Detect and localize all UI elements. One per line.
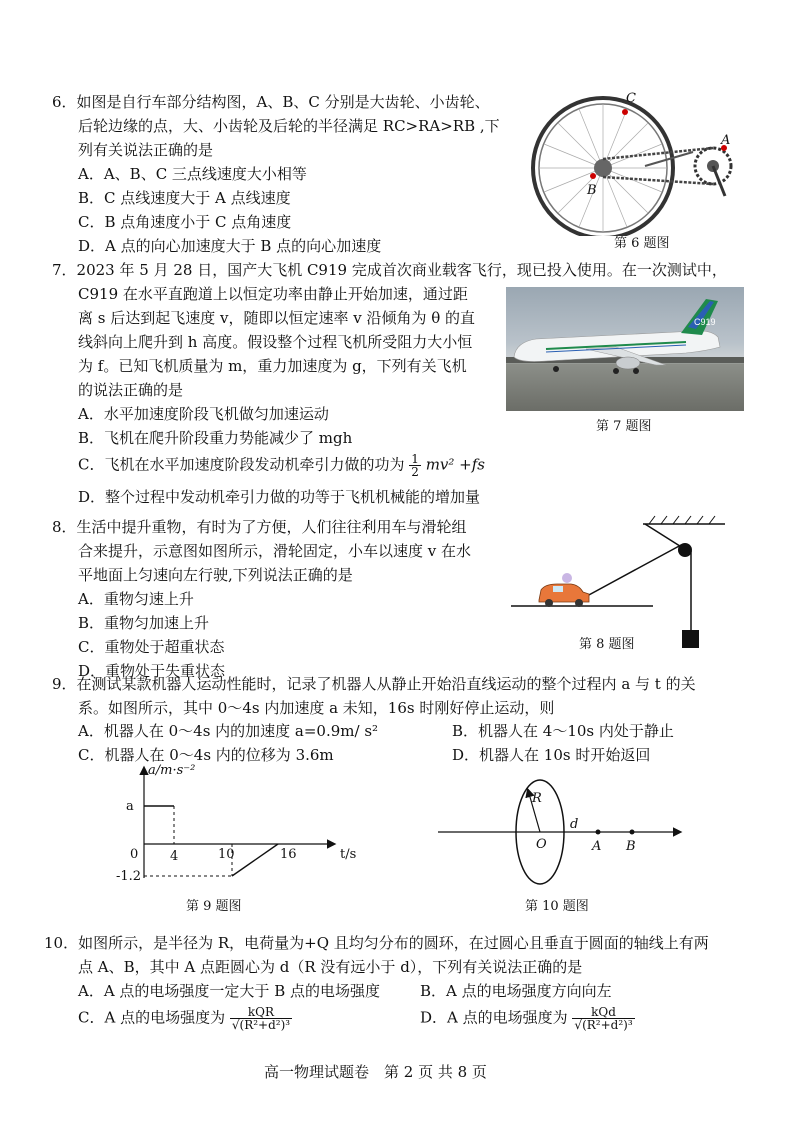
q10-line-1: 10．如图所示，是半径为 R，电荷量为+Q 且均匀分布的圆环，在过圆心且垂直于圆面的轴线上有两 (44, 934, 709, 952)
q10-option-b: B．A 点的电场强度方向向左 (420, 982, 612, 1000)
q10-option-c (78, 1006, 292, 1031)
q7-fraction (409, 453, 421, 478)
graph-t4: 4 (170, 849, 179, 864)
q6-line-1: 6．如图是自行车部分结构图，A、B、C 分别是大齿轮、小齿轮、 (52, 93, 490, 111)
q7-line-2: C919 在水平直跑道上以恒定功率由静止开始加速，通过距 (78, 285, 468, 303)
q9-option-a: A．机器人在 0～4s 内的加速度 a=0.9m/ s² (78, 722, 379, 740)
q9-option-c: C．机器人在 0～4s 内的位移为 3.6m (78, 746, 334, 764)
q7-line-6: 的说法正确的是 (78, 381, 184, 399)
c-denominator: √(R²+d²)³ (231, 1018, 291, 1032)
label-d: d (570, 817, 579, 832)
q6-option-c: C．B 点角速度小于 C 点角速度 (78, 213, 292, 231)
graph-xlabel: t/s (340, 847, 357, 862)
acceleration-time-graph (112, 760, 372, 890)
q8-option-d: D．重物处于失重状态 (78, 662, 226, 680)
bicycle-diagram (525, 88, 750, 236)
graph-t10: 10 (218, 847, 235, 862)
c919-photo (506, 287, 744, 411)
q7-line-1: 7．2023 年 5 月 28 日，国产大飞机 C919 完成首次商业载客飞行，现已投入使用。在一次测试中， (52, 261, 727, 279)
q9-option-b: B．机器人在 4～10s 内处于静止 (452, 722, 674, 740)
page-footer: 高一物理试题卷 第 2 页 共 8 页 (264, 1063, 487, 1081)
q8-option-b: B．重物匀加速上升 (78, 614, 210, 632)
graph-t16: 16 (280, 847, 297, 862)
q7-line-4: 线斜向上爬升到 h 高度。假设整个过程飞机所受阻力大小恒 (78, 333, 473, 351)
q8-option-a: A．重物匀速上升 (78, 590, 194, 608)
q7-option-d: D．整个过程中发动机牵引力做的功等于飞机机械能的增加量 (78, 488, 481, 506)
q7-line-3: 离 s 后达到起飞速度 v，随即以恒定速率 v 沿倾角为 θ 的直 (78, 309, 476, 327)
q10-option-c-text: C．A 点的电场强度为 (78, 1008, 226, 1027)
point-b-marker (590, 173, 596, 179)
q9-option-d: D．机器人在 10s 时开始返回 (452, 746, 651, 764)
label-o: O (536, 837, 547, 852)
q10-d-fraction (572, 1006, 634, 1031)
label-a: A (721, 133, 731, 148)
q8-option-c: C．重物处于超重状态 (78, 638, 225, 656)
q6-option-b: B．C 点线速度大于 A 点线速度 (78, 189, 291, 207)
q9-caption: 第 9 题图 (186, 899, 242, 914)
q10-option-a: A．A 点的电场强度一定大于 B 点的电场强度 (78, 982, 380, 1000)
q7-option-c-tail: mv² +fs (425, 455, 485, 474)
q6-option-a: A．A、B、C 三点线速度大小相等 (78, 165, 307, 183)
d-denominator: √(R²+d²)³ (574, 1018, 633, 1032)
graph-a-label: a (126, 799, 134, 814)
q7-caption: 第 7 题图 (596, 419, 652, 434)
q6-line-2: 后轮边缘的点，大、小齿轮及后轮的半径满足 RC>RA>RB ,下 (78, 117, 500, 135)
q8-line-1: 8．生活中提升重物，有时为了方便，人们往往利用车与滑轮组 (52, 518, 467, 536)
c-numerator: kQR (230, 1006, 292, 1019)
car-icon (539, 573, 589, 607)
q7-option-c (78, 453, 485, 478)
label-b: B (587, 183, 597, 198)
graph-neg-label: -1.2 (116, 869, 142, 884)
q7-option-c-text: C．飞机在水平加速度阶段发动机牵引力做的功为 (78, 455, 405, 474)
label-a-point: A (592, 839, 602, 854)
q8-line-3: 平地面上匀速向左行驶,下列说法正确的是 (78, 566, 353, 584)
graph-origin: 0 (130, 847, 139, 862)
point-c-marker (622, 109, 628, 115)
graph-ylabel: a/m·s⁻² (148, 763, 196, 778)
frac-numerator: 1 (411, 452, 419, 466)
q10-c-fraction (230, 1006, 292, 1031)
q8-caption: 第 8 题图 (579, 637, 635, 652)
q9-line-1: 9．在测试某款机器人运动性能时，记录了机器人从静止开始沿直线运动的整个过程内 a 与 t 的关 (52, 675, 696, 693)
label-c: C (626, 91, 636, 106)
label-b-point: B (626, 839, 636, 854)
q9-line-2: 系。如图所示，其中 0～4s 内加速度 a 未知，16s 时刚好停止运动，则 (78, 699, 555, 717)
plane-tail-text: C919 (694, 317, 716, 327)
weight-block (682, 630, 699, 648)
frac-denominator: 2 (411, 465, 419, 479)
q10-option-d-text: D．A 点的电场强度为 (420, 1008, 568, 1027)
segment-10-16 (232, 844, 278, 876)
airplane-image (506, 287, 744, 411)
ring-field-diagram (436, 772, 692, 892)
q6-option-d: D．A 点的向心加速度大于 B 点的向心加速度 (78, 237, 382, 255)
q10-caption: 第 10 题图 (525, 899, 589, 914)
label-r: R (532, 791, 542, 806)
q7-option-a: A．水平加速度阶段飞机做匀加速运动 (78, 405, 329, 423)
q10-line-2: 点 A、B，其中 A 点距圆心为 d（R 没有远小于 d），下列有关说法正确的是 (78, 958, 583, 976)
q7-line-5: 为 f。已知飞机质量为 m，重力加速度为 g，下列有关飞机 (78, 357, 467, 375)
q10-option-d (420, 1006, 635, 1031)
d-numerator: kQd (572, 1006, 634, 1019)
q7-option-b: B．飞机在爬升阶段重力势能减少了 mgh (78, 429, 353, 447)
q8-line-2: 合来提升，示意图如图所示，滑轮固定，小车以速度 v 在水 (78, 542, 472, 560)
q6-line-3: 列有关说法正确的是 (78, 141, 214, 159)
q6-caption: 第 6 题图 (614, 236, 670, 251)
